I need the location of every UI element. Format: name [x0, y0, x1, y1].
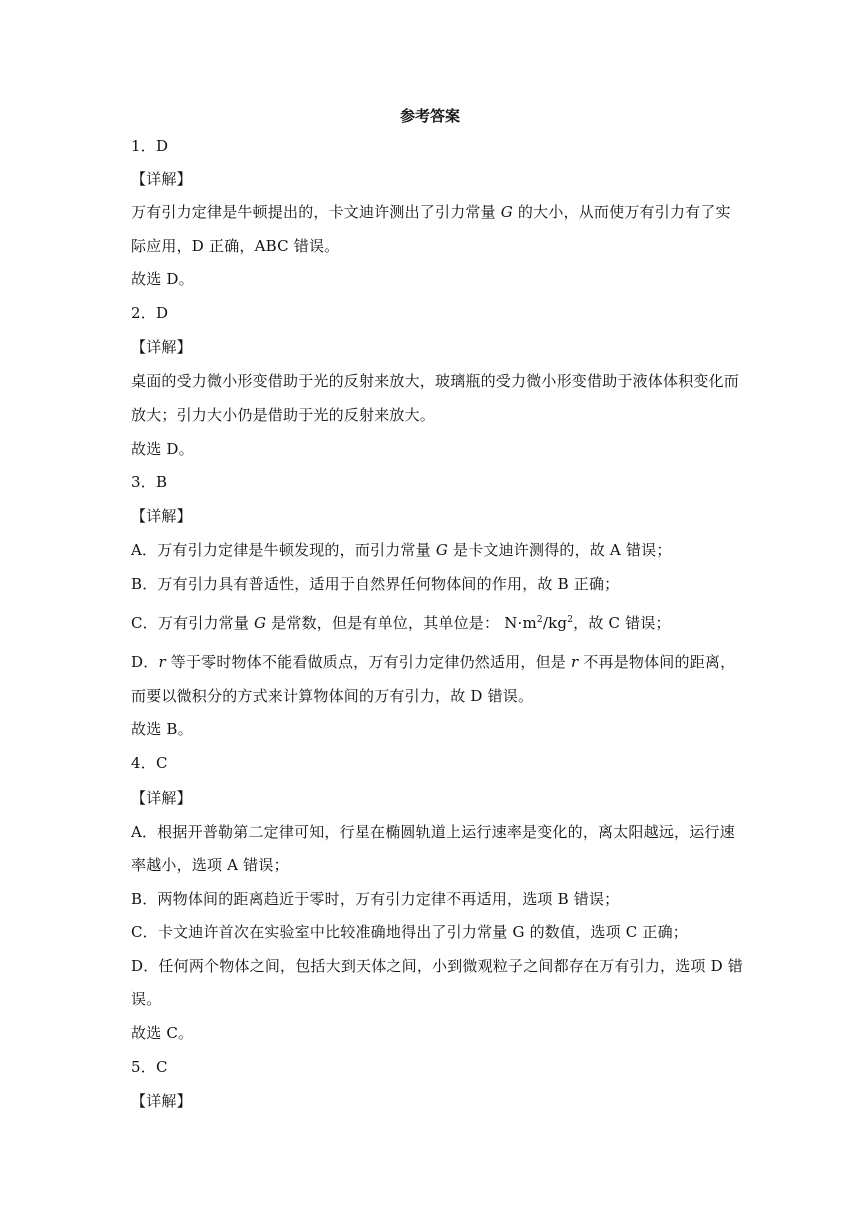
q4-option-c: C．卡文迪许首次在实验室中比较准确地得出了引力常量 G 的数值，选项 C 正确；: [131, 923, 689, 941]
q3-option-d-line-1: D．r 等于零时物体不能看做质点，万有引力定律仍然适用，但是 r 不再是物体间的距离，: [131, 653, 736, 671]
q4-option-a-line-1: A．根据开普勒第二定律可知，行星在椭圆轨道上运行速率是变化的，离太阳越远，运行速: [131, 823, 735, 841]
q1-number: 1．D: [131, 137, 169, 155]
q4-option-a-line-2: 率越小，选项 A 错误；: [131, 856, 289, 874]
q4-option-b: B．两物体间的距离趋近于零时，万有引力定律不再适用，选项 B 错误；: [131, 890, 620, 908]
q3-answer: 故选 B。: [131, 720, 193, 738]
q3-option-c: C．万有引力常量 G 是常数，但是有单位，其单位是： $N\cdot m^2/kg^2$，故 C 错误；: [131, 614, 671, 632]
q5-detail-tag: 【详解】: [131, 1092, 192, 1110]
q2-line-2: 放大；引力大小仍是借助于光的反射来放大。: [131, 406, 436, 424]
q2-line-1: 桌面的受力微小形变借助于光的反射来放大，玻璃瓶的受力微小形变借助于液体体积变化而: [131, 372, 740, 390]
q3-option-d-line-2: 而要以微积分的方式来计算物体间的万有引力，故 D 错误。: [131, 687, 534, 705]
q5-number: 5．C: [131, 1058, 168, 1076]
q4-option-d-line-2: 误。: [131, 990, 162, 1008]
q2-number: 2．D: [131, 304, 169, 322]
q3-option-b: B．万有引力具有普适性，适用于自然界任何物体间的作用，故 B 正确；: [131, 575, 620, 593]
q3-detail-tag: 【详解】: [131, 507, 192, 525]
q1-detail-tag: 【详解】: [131, 170, 192, 188]
q4-detail-tag: 【详解】: [131, 789, 192, 807]
page-title: 参考答案: [399, 107, 460, 125]
q4-option-d-line-1: D．任何两个物体之间，包括大到天体之间，小到微观粒子之间都存在万有引力，选项 D 错: [131, 957, 743, 975]
q2-answer: 故选 D。: [131, 440, 194, 458]
q1-line-2: 际应用，D 正确，ABC 错误。: [131, 237, 340, 255]
q2-detail-tag: 【详解】: [131, 338, 192, 356]
q3-number: 3．B: [131, 473, 168, 491]
q4-answer: 故选 C。: [131, 1024, 194, 1042]
unit-formula: $N\cdot m^2/kg^2$: [504, 614, 574, 632]
q4-number: 4．C: [131, 754, 168, 772]
q3-option-a: A．万有引力定律是牛顿发现的，而引力常量 G 是卡文迪许测得的，故 A 错误；: [131, 541, 672, 559]
q1-answer: 故选 D。: [131, 270, 194, 288]
q1-line-1: 万有引力定律是牛顿提出的，卡文迪许测出了引力常量 G 的大小，从而使万有引力有了实: [131, 203, 731, 221]
